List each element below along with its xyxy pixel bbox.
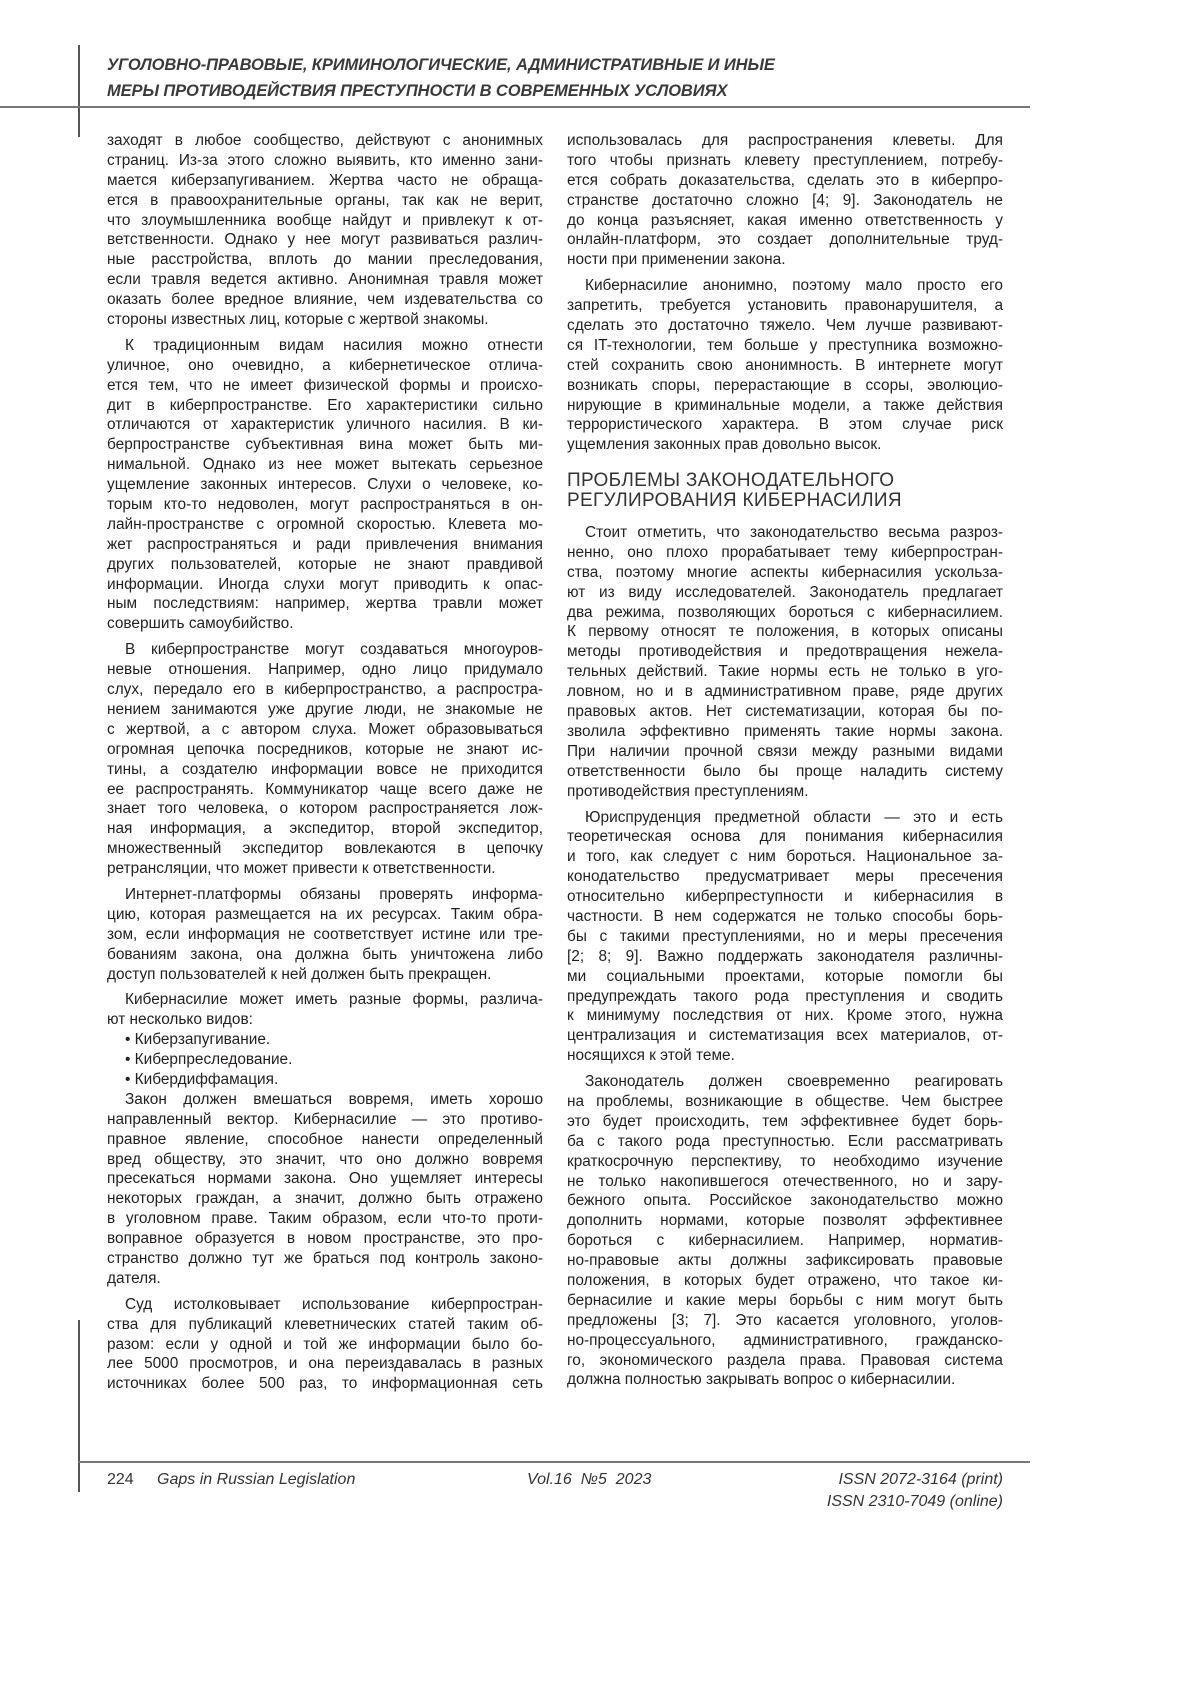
text-line: тины, а создателю информации вовсе не приходится bbox=[107, 760, 543, 778]
running-header bbox=[107, 52, 775, 104]
text-line: ют из виду исследователей. Законодатель предлагает bbox=[567, 583, 1003, 601]
text-line: ная информация, а экспедитор, второй экспедитор, bbox=[107, 820, 543, 838]
text-line: методы противодействия и предотвращения нежела- bbox=[567, 643, 1003, 661]
text-line: ответственности было бы проще наладить систему bbox=[567, 762, 1003, 780]
text-line: ства для публикаций клеветнических статей таким об- bbox=[107, 1315, 543, 1333]
text-line: ется собрать доказательства, сделать это в киберпро- bbox=[567, 171, 1003, 189]
text-line: централизация и систематизация всех материалов, от- bbox=[567, 1027, 1003, 1045]
text-line: лее 5000 просмотров, и она переиздавалась в разных bbox=[107, 1355, 543, 1373]
text-line: с жертвой, а с автором слуха. Может образовываться bbox=[107, 720, 543, 738]
text-line: К традиционным видам насилия можно отнести bbox=[125, 336, 543, 354]
text-line: частности. В нем содержатся не только способы борь- bbox=[567, 907, 1003, 925]
text-line: на проблемы, возникающие в обществе. Чем быстрее bbox=[567, 1092, 1003, 1110]
text-line: сделать это достаточно тяжело. Чем лучше развивают- bbox=[567, 317, 1003, 335]
paragraph bbox=[107, 1090, 543, 1289]
text-line: Стоит отметить, что законодательство весьма разроз- bbox=[585, 524, 1003, 542]
text-line: ми социальными проектами, которые помогли бы bbox=[567, 967, 1003, 985]
text-line: положения, в которых будет отражено, что такое ки- bbox=[567, 1271, 1003, 1289]
text-line: это будет происходить, тем эффективнее будет борь- bbox=[567, 1112, 1003, 1130]
text-line: информации. Иногда слухи могут приводить к опас- bbox=[107, 575, 543, 593]
text-line: ности при применении закона. bbox=[567, 251, 786, 269]
paragraph bbox=[107, 640, 543, 879]
text-line: зволила эффективно применять такие нормы закона. bbox=[567, 722, 1003, 740]
paragraph bbox=[107, 131, 543, 330]
text-line: ным последствиям: например, жертва травли может bbox=[107, 595, 543, 613]
text-line: предложены [3; 7]. Это касается уголовного, уголов- bbox=[567, 1311, 1003, 1329]
text-line: разом: если у одной и той же информации было бо- bbox=[107, 1335, 543, 1353]
text-line: ее распространять. Коммуникатор чаще всего даже не bbox=[107, 780, 543, 798]
page-number: 224 bbox=[107, 1471, 134, 1488]
text-line: торым кто-то недоволен, могут распространяться в он- bbox=[107, 496, 543, 514]
text-line: ные расстройства, вплоть до мании преследования, bbox=[107, 251, 543, 269]
text-line: оказать более вредное влияние, чем издевательства со bbox=[107, 291, 543, 309]
heading-line: РЕГУЛИРОВАНИЯ КИБЕРНАСИЛИЯ bbox=[567, 490, 902, 512]
paragraph bbox=[567, 808, 1003, 1067]
text-line: предупреждать такого рода преступления и сводить bbox=[567, 987, 1003, 1005]
text-line: два режима, позволяющих бороться с кибернасилием. bbox=[567, 603, 1003, 621]
text-line: К первому относят те положения, в которых описаны bbox=[567, 623, 1003, 641]
text-line: вред обществу, это значит, что оно должно вовремя bbox=[107, 1150, 543, 1168]
text-line: дит в киберпространстве. Его характеристики сильно bbox=[107, 396, 543, 414]
text-line: ют несколько видов: bbox=[107, 1011, 253, 1029]
paragraph bbox=[567, 523, 1003, 801]
heading-line: ПРОБЛЕМЫ ЗАКОНОДАТЕЛЬНОГО bbox=[567, 470, 895, 492]
section-heading bbox=[567, 469, 1003, 512]
text-line: невые отношения. Например, одно лицо придумало bbox=[107, 661, 543, 679]
text-line: не только накопившегося отечественного, но и зару- bbox=[567, 1172, 1003, 1190]
paragraph bbox=[567, 131, 1003, 270]
paragraph bbox=[107, 1295, 543, 1394]
text-line: нением занимаются уже другие люди, не знакомые не bbox=[107, 700, 543, 718]
text-line: направленный вектор. Кибернасилие — это противо- bbox=[107, 1110, 543, 1128]
text-line: [2; 8; 9]. Важно поддержать законодателя различны- bbox=[567, 947, 1003, 965]
text-line: воправное образуется в новом пространстве, это про- bbox=[107, 1230, 543, 1248]
list-item: • Киберпреследование. bbox=[125, 1051, 293, 1069]
journal-title: Gaps in Russian Legislation bbox=[157, 1471, 356, 1488]
text-line: уличное, оно очевидно, а кибернетическое отлича- bbox=[107, 356, 543, 374]
text-line: до конца разъясняет, какая именно ответственность у bbox=[567, 211, 1003, 229]
text-line: зом, если информация не соответствует истине или тре- bbox=[107, 925, 543, 943]
text-line: ветственности. Однако у нее могут развиваться различ- bbox=[107, 231, 543, 249]
text-line: множественный экспедитор вовлекаются в цепочку bbox=[107, 840, 543, 858]
list-item: • Киберзапугивание. bbox=[125, 1031, 271, 1049]
paragraph bbox=[567, 276, 1003, 455]
text-line: Юриспруденция предметной области — это и есть bbox=[585, 808, 1003, 826]
text-line: конодательство предусматривает меры пресечения bbox=[567, 868, 1003, 886]
text-line: отличаются от характеристик уличного насилия. В ки- bbox=[107, 416, 543, 434]
text-line: мается киберзапугиванием. Жертва часто не обраща- bbox=[107, 171, 543, 189]
text-line: ба с такого рода преступностью. Если рассматривать bbox=[567, 1132, 1003, 1150]
text-line: слух, передало его в киберпространство, а распростра- bbox=[107, 681, 543, 699]
text-line: в уголовном праве. Таким образом, если что-то проти- bbox=[107, 1210, 543, 1228]
text-line: Законодатель должен своевременно реагировать bbox=[585, 1073, 1003, 1091]
issn-online: ISSN 2310-7049 (online) bbox=[826, 1493, 1003, 1510]
text-line: возникать споры, перерастающие в ссоры, эволюцио- bbox=[567, 376, 1003, 394]
text-line: и того, как следует с ним бороться. Национальное за- bbox=[567, 848, 1003, 866]
text-line: Кибернасилие анонимно, поэтому мало просто его bbox=[585, 277, 1003, 295]
text-line: относительно киберпреступности и кибернасилия в bbox=[567, 888, 1003, 906]
text-line: стей сохранить свою анонимность. В интернете могут bbox=[567, 356, 1003, 374]
text-line: использовалась для распространения клеветы. Для bbox=[567, 132, 1003, 149]
text-line: бернасилие и какие меры борьбы с ним могут быть bbox=[567, 1291, 1003, 1309]
text-line: некоторых граждан, а значит, должно быть отражено bbox=[107, 1190, 543, 1208]
text-line: тельных действий. Такие нормы есть не только в уго- bbox=[567, 663, 1003, 681]
text-line: к минимуму последствия от них. Кроме этого, нужна bbox=[567, 1007, 1003, 1025]
text-line: дателя. bbox=[107, 1269, 161, 1287]
text-line: ется тем, что не имеет физической формы и происхо- bbox=[107, 376, 543, 394]
text-line: бороться с кибернасилием. Например, норматив- bbox=[567, 1232, 1003, 1250]
text-line: нирующие в криминальные модели, а также действия bbox=[567, 396, 1003, 414]
text-line: правное явление, способное нанести определенный bbox=[107, 1130, 543, 1148]
text-line: жет распространяться и ради привлечения внимания bbox=[107, 535, 543, 553]
running-header-line-2: МЕРЫ ПРОТИВОДЕЙСТВИЯ ПРЕСТУПНОСТИ В СОВРЕМЕННЫХ УСЛОВИЯХ bbox=[107, 82, 728, 100]
bullet-list bbox=[107, 1030, 543, 1090]
text-line: что злоумышленника вообще найдут и привлекут к от- bbox=[107, 211, 543, 229]
right-column bbox=[567, 131, 1003, 1390]
text-line: теоретическая основа для понимания кибернасилия bbox=[567, 828, 1003, 846]
text-line: ства, поэтому многие аспекты кибернасилия ускольза- bbox=[567, 563, 1003, 581]
text-line: источниках более 500 раз, то информационная сеть bbox=[107, 1375, 543, 1393]
paragraph bbox=[567, 1072, 1003, 1390]
issn-print: ISSN 2072-3164 (print) bbox=[838, 1471, 1003, 1488]
text-line: ловном, но и в административном праве, ряде других bbox=[567, 683, 1003, 701]
text-line: ущемление законных интересов. Слухи о человеке, ко- bbox=[107, 476, 543, 494]
text-line: стороны известных лиц, которые с жертвой знакомы. bbox=[107, 311, 489, 329]
text-line: но-правовые акты должны зафиксировать правовые bbox=[567, 1252, 1003, 1270]
text-line: совершить самоубийство. bbox=[107, 615, 294, 633]
text-line: При наличии прочной связи между разными видами bbox=[567, 742, 1003, 760]
text-line: странстве достаточно сложно [4; 9]. Законодатель не bbox=[567, 191, 1003, 209]
text-line: го, экономического раздела права. Правовая система bbox=[567, 1351, 1003, 1369]
text-line: страниц. Из-за этого сложно выявить, кто именно зани- bbox=[107, 151, 543, 169]
text-line: онлайн-платформ, это создает дополнительные труд- bbox=[567, 231, 1003, 249]
footer-horizontal-rule bbox=[78, 1461, 1030, 1463]
text-line: ретрансляции, что может привести к ответственности. bbox=[107, 860, 496, 878]
text-line: того чтобы признать клевету преступлением, потребу- bbox=[567, 151, 1003, 169]
text-line: бованиям закона, она должна быть уничтожена либо bbox=[107, 945, 543, 963]
text-line: берпространстве субъективная вина может быть ми- bbox=[107, 436, 543, 454]
text-line: ется в правоохранительные органы, так как не верит, bbox=[107, 191, 543, 209]
text-line: бежного опыта. Российское законодательство можно bbox=[567, 1192, 1003, 1210]
list-item: • Кибердиффамация. bbox=[125, 1070, 279, 1088]
text-line: других пользователей, которые не знают правдивой bbox=[107, 555, 543, 573]
text-line: но-процессуального, административного, гражданско- bbox=[567, 1331, 1003, 1349]
text-line: огромная цепочка посредников, которые не знают ис- bbox=[107, 740, 543, 758]
text-line: бы с такими преступлениями, но и меры пресечения bbox=[567, 927, 1003, 945]
left-column bbox=[107, 131, 543, 1394]
text-line: дополнить нормами, которые позволят эффективнее bbox=[567, 1212, 1003, 1230]
text-line: В киберпространстве могут создаваться многоуров- bbox=[125, 641, 543, 659]
text-line: лайн-пространстве с огромной скоростью. Клевета мо- bbox=[107, 515, 543, 533]
text-line: правовых актов. Нет систематизации, которая бы по- bbox=[567, 703, 1003, 721]
text-line: запретить, требуется установить правонарушителя, а bbox=[567, 297, 1003, 315]
text-line: Суд истолковывает использование киберпростран- bbox=[125, 1295, 543, 1313]
text-line: террористического характера. В этом случае риск bbox=[567, 416, 1003, 434]
header-horizontal-rule bbox=[0, 106, 1030, 108]
text-line: знает того человека, о котором распространяется лож- bbox=[107, 800, 543, 818]
text-line: доступ пользователей к ней должен быть прекращен. bbox=[107, 965, 492, 983]
paragraph bbox=[107, 990, 543, 1030]
paragraph bbox=[107, 885, 543, 984]
text-line: ся IT-технологии, тем больше у преступника возможно- bbox=[567, 336, 1003, 354]
text-line: краткосрочную перспективу, то необходимо изучение bbox=[567, 1152, 1003, 1170]
text-line: если травля ведется активно. Анонимная травля может bbox=[107, 271, 543, 289]
text-line: заходят в любое сообщество, действуют с анонимных bbox=[107, 132, 543, 149]
text-line: ущемления законных прав довольно высок. bbox=[567, 436, 882, 454]
text-line: странство должно тут же браться под контроль законо- bbox=[107, 1249, 543, 1267]
volume-issue: Vol.16 №5 2023 bbox=[527, 1471, 652, 1488]
text-line: цию, которая размещается на их ресурсах. Таким обра- bbox=[107, 905, 543, 923]
text-line: нимальной. Однако из нее может вытекать серьезное bbox=[107, 456, 543, 474]
text-line: пресекаться нормами закона. Оно ущемляет интересы bbox=[107, 1170, 543, 1188]
text-line: противодействия преступлениям. bbox=[567, 782, 809, 800]
running-header-line-1: УГОЛОВНО-ПРАВОВЫЕ, КРИМИНОЛОГИЧЕСКИЕ, АДМИНИСТРАТИВНЫЕ И ИНЫЕ bbox=[107, 56, 775, 74]
header-vertical-rule bbox=[78, 45, 80, 137]
text-line: Кибернасилие может иметь разные формы, различа- bbox=[125, 991, 543, 1009]
paragraph bbox=[107, 336, 543, 634]
text-line: Интернет-платформы обязаны проверять информа- bbox=[125, 885, 543, 903]
text-line: Закон должен вмешаться вовремя, иметь хорошо bbox=[125, 1090, 543, 1108]
text-line: ненно, оно плохо прорабатывает тему киберпростран- bbox=[567, 543, 1003, 561]
text-line: должна полностью закрывать вопрос о кибернасилии. bbox=[567, 1371, 956, 1389]
text-line: носящихся к этой теме. bbox=[567, 1047, 735, 1065]
footer-vertical-rule bbox=[78, 1320, 80, 1492]
